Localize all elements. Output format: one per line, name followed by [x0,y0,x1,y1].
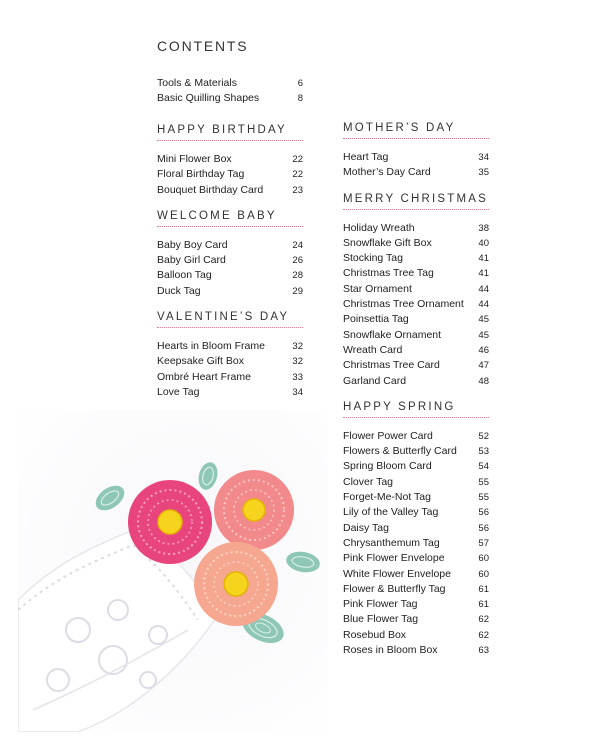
toc-entry [343,251,489,266]
toc-entry-page: 34 [478,152,489,163]
toc-entry [157,167,303,182]
toc-entry-page: 40 [478,237,489,249]
toc-entry-label: Bouquet Birthday Card [157,183,264,196]
toc-entry [343,236,489,251]
toc-entry [343,328,489,343]
toc-entry-label: Snowflake Gift Box [343,236,432,249]
toc-entry [343,490,489,505]
toc-entry-label: Stocking Tag [343,252,403,265]
toc-entry [343,475,489,490]
toc-entry-label: Love Tag [157,385,200,398]
quilled-flowers-photo [18,410,328,732]
toc-entry-label: Spring Bloom Card [343,460,432,473]
toc-entry [343,521,489,536]
toc-entry-label: Keepsake Gift Box [157,355,244,368]
toc-entry-page: 56 [478,507,489,519]
toc-entry-page: 60 [478,553,489,565]
section-happy-birthday [157,124,303,198]
toc-entry-page: 41 [478,253,489,265]
toc-entry-label: Flower Power Card [343,429,433,442]
toc-entry-page: 22 [292,154,303,165]
toc-entry [157,253,303,268]
toc-entry [343,582,489,597]
toc-entry-page: 44 [478,299,489,311]
section-heading: HAPPY SPRING [343,401,489,418]
toc-entry-page: 48 [478,375,489,387]
toc-entry-label: Daisy Tag [343,521,389,534]
entry-list [343,221,489,389]
toc-entry-page: 41 [478,268,489,280]
toc-entry [343,358,489,373]
toc-entry-label: White Flower Envelope [343,567,451,580]
section-heading: MERRY CHRISTMAS [343,193,489,210]
toc-entry-page: 35 [478,167,489,179]
toc-entry [343,628,489,643]
flower-coral [214,470,294,550]
toc-entry [343,536,489,551]
toc-entry-label: Duck Tag [157,284,201,297]
toc-entry-page: 32 [292,341,303,353]
toc-entry [343,505,489,520]
toc-entry-page: 54 [478,461,489,473]
toc-entry [343,374,489,389]
toc-entry [157,152,303,167]
toc-entry-label: Baby Boy Card [157,238,228,251]
toc-entry [343,312,489,327]
toc-entry [343,282,489,297]
toc-left-column [157,124,303,412]
toc-entry-label: Holiday Wreath [343,221,415,234]
toc-entry-label: Wreath Card [343,343,403,356]
section-mothers-day [343,122,489,181]
toc-entry-label: Flowers & Butterfly Card [343,445,457,458]
toc-entry-page: 33 [292,371,303,383]
toc-entry-label: Poinsettia Tag [343,313,409,326]
toc-entry-page: 45 [478,329,489,341]
toc-entry [343,551,489,566]
toc-entry-label: Tools & Materials [157,77,237,89]
toc-entry-label: Hearts in Bloom Frame [157,340,265,353]
toc-entry-page: 61 [478,599,489,611]
toc-entry-page: 24 [292,239,303,251]
toc-entry [343,597,489,612]
toc-entry-label: Pink Flower Envelope [343,552,445,565]
toc-entry [343,150,489,165]
toc-entry-page: 34 [292,386,303,398]
toc-entry [157,91,303,106]
toc-entry [157,339,303,354]
toc-entry-label: Flower & Butterfly Tag [343,582,446,595]
section-valentines-day [157,311,303,400]
toc-entry-page: 46 [478,344,489,356]
toc-entry-page: 56 [478,522,489,534]
toc-entry-label: Mini Flower Box [157,153,232,165]
toc-entry-page: 63 [478,645,489,657]
toc-entry-page: 28 [292,270,303,282]
entry-list [343,150,489,181]
toc-entry-label: Pink Flower Tag [343,598,418,611]
toc-entry-label: Mother’s Day Card [343,166,431,179]
toc-entry-page: 26 [292,255,303,267]
section-merry-christmas [343,193,489,389]
toc-entry-label: Forget-Me-Not Tag [343,491,431,504]
toc-entry [343,297,489,312]
toc-entry-page: 53 [478,446,489,458]
toc-entry-page: 55 [478,476,489,488]
toc-entry-page: 23 [292,184,303,196]
toc-right-column [343,122,489,670]
toc-entry-label: Heart Tag [343,151,389,163]
intro-list [157,76,303,107]
toc-entry-page: 8 [297,93,303,105]
toc-entry [157,76,303,91]
toc-entry [343,221,489,236]
toc-entry [343,643,489,658]
page-title: CONTENTS [157,38,249,54]
toc-entry-page: 32 [292,356,303,368]
entry-list [343,429,489,658]
toc-entry-label: Garland Card [343,374,407,387]
section-happy-spring [343,401,489,658]
toc-entry [157,268,303,283]
toc-entry-label: Rosebud Box [343,628,407,641]
toc-entry-page: 44 [478,283,489,295]
toc-entry [343,343,489,358]
toc-entry [157,385,303,400]
toc-entry-label: Roses in Bloom Box [343,644,438,657]
toc-entry-label: Snowflake Ornament [343,328,442,341]
toc-entry [343,429,489,444]
toc-entry-page: 22 [292,169,303,181]
toc-entry [343,612,489,627]
toc-entry-page: 62 [478,614,489,626]
toc-entry-label: Floral Birthday Tag [157,168,245,181]
flower-peach [194,542,278,626]
toc-entry-page: 60 [478,568,489,580]
entry-list [157,238,303,299]
entry-list [157,152,303,198]
toc-entry-page: 61 [478,583,489,595]
toc-entry-label: Ombré Heart Frame [157,370,251,383]
toc-entry-label: Baby Girl Card [157,254,226,267]
toc-entry-label: Christmas Tree Card [343,359,440,372]
toc-entry-label: Chrysanthemum Tag [343,536,440,549]
section-heading: MOTHER’S DAY [343,122,489,139]
toc-entry-label: Clover Tag [343,475,393,488]
section-heading: WELCOME BABY [157,210,303,227]
toc-entry-page: 38 [478,222,489,234]
section-heading: HAPPY BIRTHDAY [157,124,303,141]
toc-entry [343,567,489,582]
section-welcome-baby [157,210,303,299]
toc-entry-page: 6 [297,78,303,89]
toc-entry-page: 57 [478,537,489,549]
toc-entry-page: 47 [478,360,489,372]
flower-magenta [128,480,212,564]
section-heading: VALENTINE’S DAY [157,311,303,328]
toc-entry-label: Star Ornament [343,282,412,295]
toc-entry [157,354,303,369]
toc-entry-page: 29 [292,285,303,297]
toc-entry-page: 62 [478,629,489,641]
toc-entry [343,444,489,459]
toc-entry [343,165,489,180]
entry-list [157,339,303,400]
toc-entry-label: Basic Quilling Shapes [157,92,260,105]
toc-entry [157,284,303,299]
toc-entry-label: Christmas Tree Ornament [343,298,464,311]
toc-entry-page: 52 [478,430,489,442]
toc-entry-page: 55 [478,492,489,504]
toc-entry-label: Lily of the Valley Tag [343,506,439,519]
toc-entry-label: Christmas Tree Tag [343,267,434,280]
toc-entry [157,370,303,385]
toc-entry [157,238,303,253]
toc-entry-label: Blue Flower Tag [343,613,419,626]
toc-entry-page: 45 [478,314,489,326]
toc-entry-label: Balloon Tag [157,269,212,282]
toc-entry [343,266,489,281]
toc-entry [343,459,489,474]
toc-entry [157,183,303,198]
